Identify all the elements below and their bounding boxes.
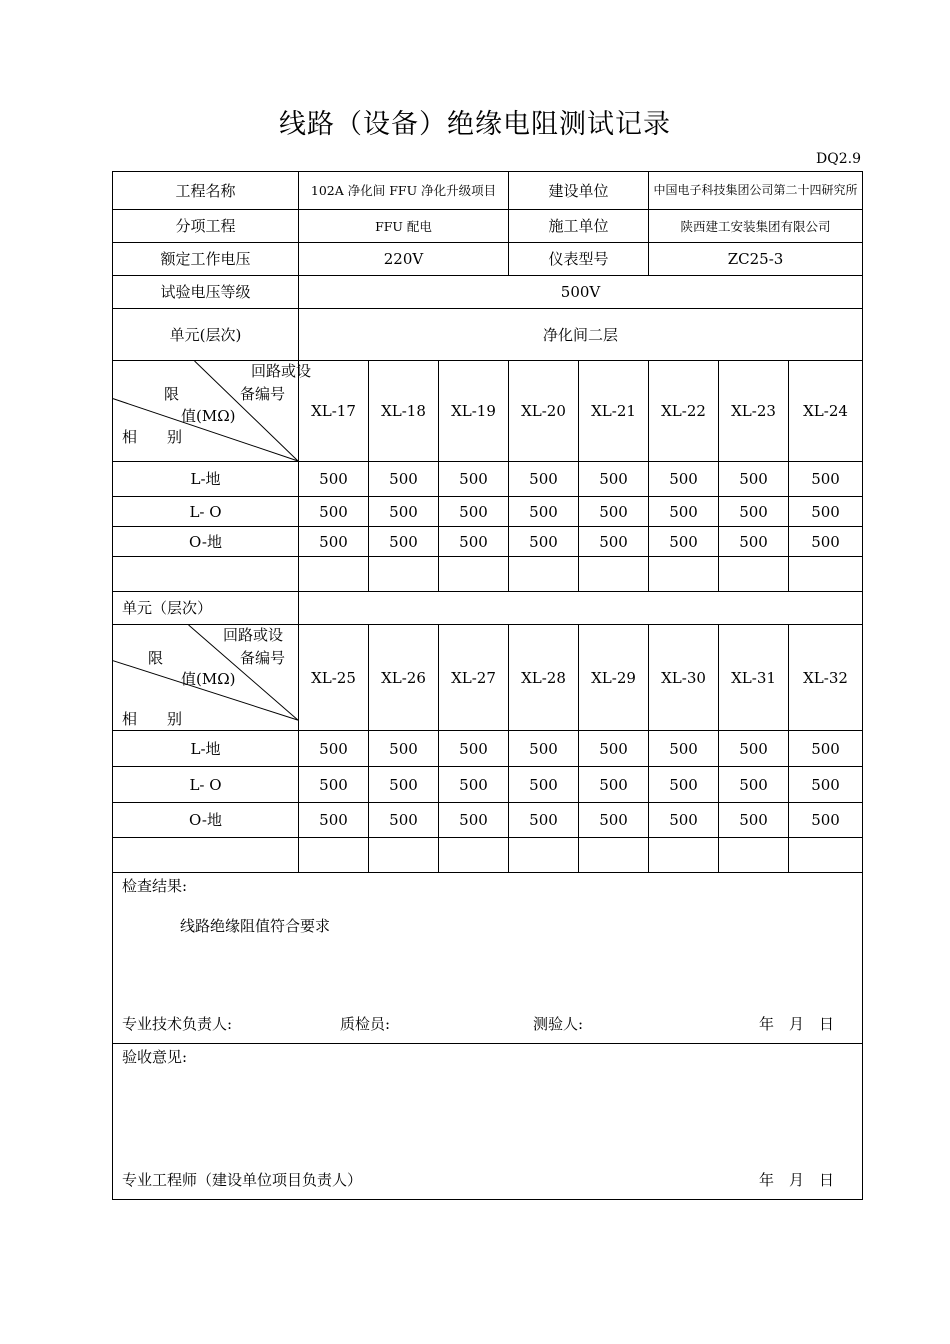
resistance-value: 500	[299, 497, 369, 527]
meter-model-label: 仪表型号	[509, 243, 649, 276]
resistance-value: 500	[719, 767, 789, 803]
header-circuit-line2: 备编号	[240, 649, 286, 667]
owner-value: 中国电子科技集团公司第二十四研究所	[649, 172, 863, 210]
resistance-value: 500	[299, 767, 369, 803]
phase-label: L- O	[113, 767, 299, 803]
rated-voltage-value: 220V	[299, 243, 509, 276]
resistance-value: 500	[369, 527, 439, 557]
circuit-id: XL-25	[299, 625, 369, 731]
sub-project-label: 分项工程	[113, 210, 299, 243]
table-row	[113, 803, 863, 838]
table-row	[113, 462, 863, 497]
unit-value: 净化间二层	[299, 309, 863, 361]
resistance-value: 500	[579, 731, 649, 767]
circuit-id: XL-17	[299, 361, 369, 462]
resistance-value: 500	[649, 497, 719, 527]
resistance-value: 500	[649, 731, 719, 767]
resistance-value: 500	[719, 527, 789, 557]
header-limit-label: 限	[148, 649, 164, 667]
resistance-value: 500	[789, 527, 863, 557]
resistance-value: 500	[369, 462, 439, 497]
resistance-value: 500	[719, 497, 789, 527]
phase-label: L-地	[113, 462, 299, 497]
resistance-value: 500	[509, 767, 579, 803]
unit-label-2: 单元（层次）	[113, 592, 299, 625]
resistance-value: 500	[789, 462, 863, 497]
table-row	[113, 497, 863, 527]
header-circuit-line2: 备编号	[240, 385, 286, 403]
header-limit-label: 限	[164, 385, 180, 403]
table-row	[113, 527, 863, 557]
acceptance-label: 验收意见:	[122, 1048, 188, 1066]
resistance-value: 500	[789, 497, 863, 527]
resistance-value: 500	[649, 803, 719, 838]
resistance-value: 500	[579, 497, 649, 527]
document-code: DQ2.9	[816, 151, 861, 167]
resistance-value: 500	[509, 803, 579, 838]
circuit-id: XL-32	[789, 625, 863, 731]
resistance-value: 500	[789, 767, 863, 803]
test-voltage-label: 试验电压等级	[113, 276, 299, 309]
inspector-signature: 质检员:	[340, 1015, 391, 1033]
resistance-value: 500	[719, 462, 789, 497]
owner-label: 建设单位	[509, 172, 649, 210]
inspection-result-text: 线路绝缘阻值符合要求	[180, 917, 331, 935]
circuit-id: XL-27	[439, 625, 509, 731]
circuit-id: XL-22	[649, 361, 719, 462]
project-name-value: 102A 净化间 FFU 净化升级项目	[299, 172, 509, 210]
resistance-value: 500	[649, 462, 719, 497]
resistance-value: 500	[439, 527, 509, 557]
resistance-value: 500	[789, 803, 863, 838]
inspection-result-label: 检查结果:	[122, 877, 188, 895]
resistance-value: 500	[439, 497, 509, 527]
project-name-label: 工程名称	[113, 172, 299, 210]
inspection-result-section	[113, 873, 863, 1044]
resistance-value: 500	[719, 803, 789, 838]
resistance-value: 500	[509, 731, 579, 767]
header-value-unit: 值(MΩ)	[181, 407, 236, 425]
resistance-value: 500	[579, 462, 649, 497]
resistance-value: 500	[439, 803, 509, 838]
empty-row	[113, 557, 863, 592]
test-voltage-value: 500V	[299, 276, 863, 309]
circuit-id: XL-26	[369, 625, 439, 731]
resistance-value: 500	[579, 527, 649, 557]
sub-project-value: FFU 配电	[299, 210, 509, 243]
header-phase-label: 相 别	[122, 710, 183, 728]
empty-row	[113, 838, 863, 873]
rated-voltage-label: 额定工作电压	[113, 243, 299, 276]
resistance-value: 500	[299, 527, 369, 557]
header-value-unit: 值(MΩ)	[181, 670, 236, 688]
circuit-id: XL-31	[719, 625, 789, 731]
contractor-value: 陕西建工安装集团有限公司	[649, 210, 863, 243]
result-date: 年 月 日	[759, 1015, 835, 1033]
tester-signature: 测验人:	[533, 1015, 584, 1033]
circuit-id: XL-21	[579, 361, 649, 462]
resistance-value: 500	[439, 462, 509, 497]
header-circuit-line1: 回路或设	[251, 362, 312, 380]
resistance-value: 500	[299, 803, 369, 838]
circuit-id: XL-24	[789, 361, 863, 462]
header-circuit-line1: 回路或设	[223, 626, 284, 644]
engineer-signature: 专业工程师（建设单位项目负责人）	[122, 1171, 363, 1189]
contractor-label: 施工单位	[509, 210, 649, 243]
circuit-id: XL-29	[579, 625, 649, 731]
diagonal-header-cell-2	[113, 625, 299, 731]
resistance-value: 500	[299, 731, 369, 767]
insulation-test-table	[112, 171, 863, 1200]
circuit-id: XL-18	[369, 361, 439, 462]
circuit-id: XL-23	[719, 361, 789, 462]
unit-value-2	[299, 592, 863, 625]
resistance-value: 500	[509, 462, 579, 497]
unit-label: 单元(层次)	[113, 309, 299, 361]
header-phase-label: 相 别	[122, 428, 183, 446]
acceptance-date: 年 月 日	[759, 1171, 835, 1189]
resistance-value: 500	[299, 462, 369, 497]
page-title: 线路（设备）绝缘电阻测试记录	[279, 109, 671, 140]
diagonal-header-cell	[113, 361, 312, 462]
resistance-value: 500	[439, 767, 509, 803]
resistance-value: 500	[369, 497, 439, 527]
resistance-value: 500	[719, 731, 789, 767]
tech-lead-signature: 专业技术负责人:	[122, 1015, 233, 1033]
table-row	[113, 767, 863, 803]
phase-label: L- O	[113, 497, 299, 527]
resistance-value: 500	[789, 731, 863, 767]
circuit-id: XL-20	[509, 361, 579, 462]
phase-label: O-地	[113, 527, 299, 557]
resistance-value: 500	[369, 767, 439, 803]
resistance-value: 500	[649, 767, 719, 803]
resistance-value: 500	[509, 527, 579, 557]
resistance-value: 500	[369, 731, 439, 767]
table-row	[113, 731, 863, 767]
resistance-value: 500	[439, 731, 509, 767]
circuit-id: XL-30	[649, 625, 719, 731]
circuit-id: XL-28	[509, 625, 579, 731]
resistance-value: 500	[579, 767, 649, 803]
phase-label: L-地	[113, 731, 299, 767]
resistance-value: 500	[579, 803, 649, 838]
phase-label: O-地	[113, 803, 299, 838]
meter-model-value: ZC25-3	[649, 243, 863, 276]
resistance-value: 500	[509, 497, 579, 527]
acceptance-section	[113, 1044, 863, 1200]
resistance-value: 500	[369, 803, 439, 838]
resistance-value: 500	[649, 527, 719, 557]
circuit-id: XL-19	[439, 361, 509, 462]
